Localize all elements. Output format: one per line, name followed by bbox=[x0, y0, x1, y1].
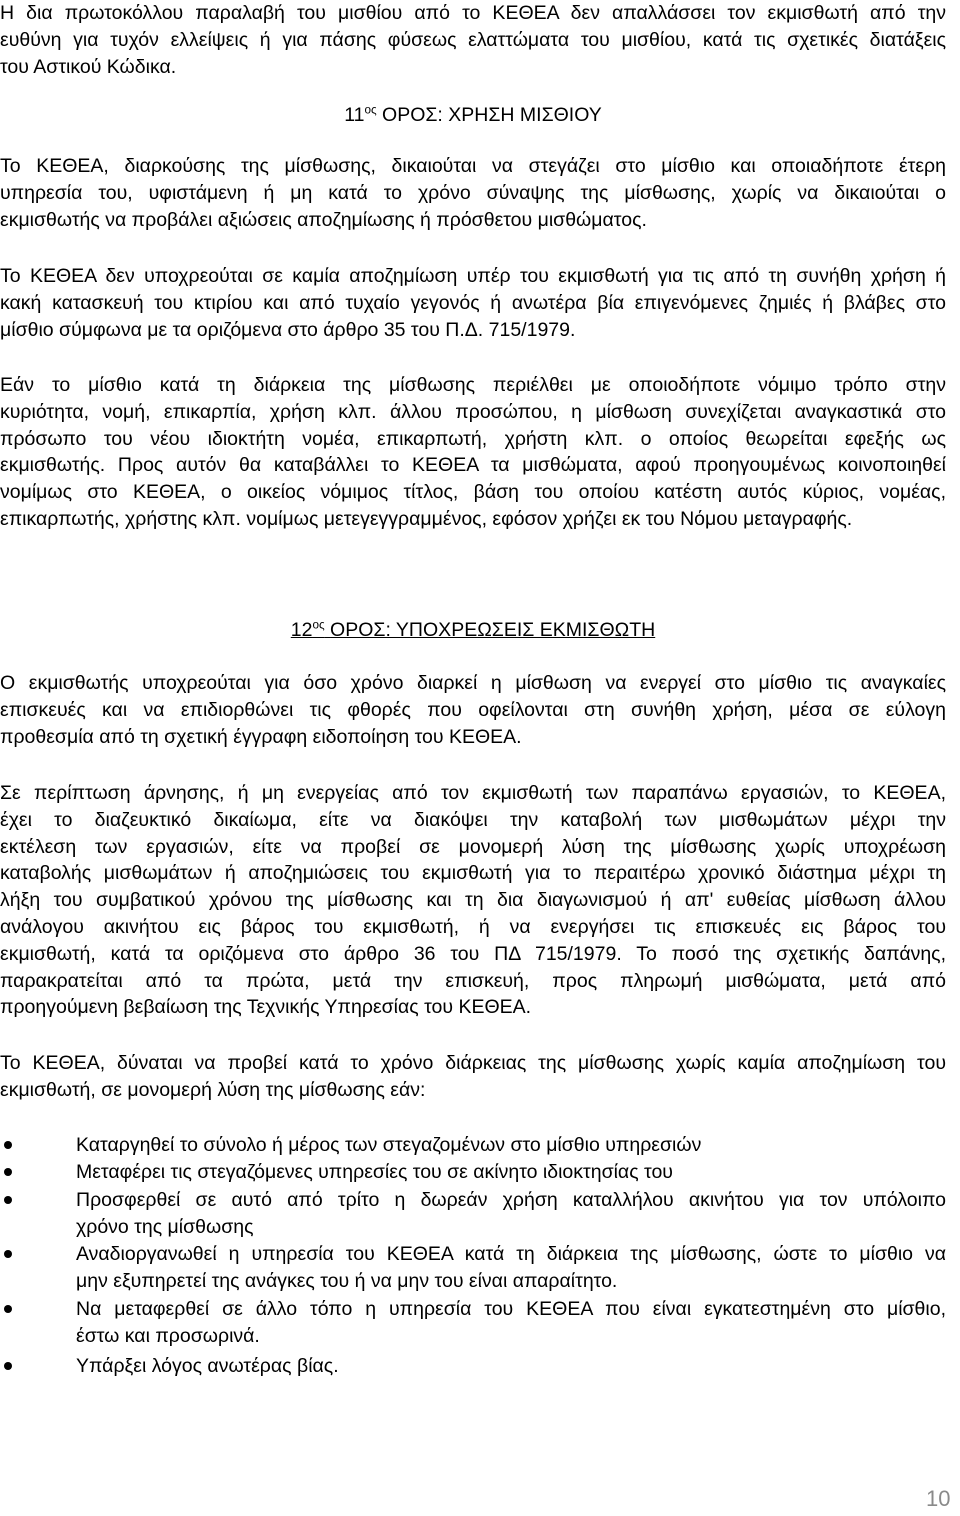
paragraph-line: πρόσωπο του νέου ιδιοκτήτη νομέα, επικαρπωτή, χρήστη κλπ. ο οποίος θεωρείται εφεξής ως bbox=[0, 427, 946, 450]
paragraph-line: προθεσμία από τη σχετική έγγραφη ειδοποίηση του ΚΕΘΕΑ. bbox=[0, 725, 522, 748]
paragraph-line: εκμισθωτής. Προς αυτόν θα καταβάλλει το ΚΕΘΕΑ τα μισθώματα, αφού προηγουμένως κοινοποιηθεί bbox=[0, 454, 946, 477]
intro-paragraph bbox=[0, 0, 946, 80]
bullet-marker bbox=[4, 1168, 12, 1176]
bullet-item bbox=[0, 1187, 946, 1241]
bullet-item bbox=[0, 1353, 946, 1380]
paragraph-line: υπηρεσία του, υφιστάμενη ή μη κατά το χρόνο σύναψης της μίσθωσης, χωρίς να δικαιούται ο bbox=[0, 181, 946, 204]
bullet-text bbox=[76, 1132, 946, 1159]
bullet-text bbox=[76, 1296, 946, 1350]
paragraph-line: νομίμως στο ΚΕΘΕΑ, ο οικείος νόμιμος τίτλος, βάση του οποίου κατέστη αυτός κύριος, νομέας, bbox=[0, 481, 946, 504]
heading-ordinal-suffix: ος bbox=[312, 618, 325, 632]
paragraph-line: εκμισθωτής να προβάλει αξιώσεις αποζημίωσης ή πρόσθετου μισθώματος. bbox=[0, 208, 647, 231]
paragraph-line: ευθύνη για τυχόν ελλείψεις ή για πάσης φύσεως ελαττώματα του μισθίου, κατά τις σχετικές διατάξεις bbox=[0, 28, 946, 51]
heading-title: ΟΡΟΣ: ΥΠΟΧΡΕΩΣΕΙΣ ΕΚΜΙΣΘΩΤΗ bbox=[330, 619, 656, 641]
paragraph-line: Το ΚΕΘΕΑ, δύναται να προβεί κατά το χρόνο διάρκειας της μίσθωσης χωρίς καμία αποζημίωση του bbox=[0, 1052, 946, 1074]
paragraph bbox=[0, 153, 946, 233]
heading-number: 11 bbox=[344, 104, 365, 126]
bullet-item bbox=[0, 1241, 946, 1295]
page-number: 10 bbox=[926, 1486, 951, 1511]
paragraph bbox=[0, 780, 946, 1021]
paragraph-line: Ο εκμισθωτής υποχρεούται για όσο χρόνο διαρκεί η μίσθωση να ενεργεί στο μίσθιο τις αναγκαίες bbox=[0, 672, 946, 694]
paragraph bbox=[0, 1050, 946, 1104]
bullet-line: Προσφερθεί σε αυτό από τρίτο η δωρεάν χρήση καταλλήλου ακινήτου για τον υπόλοιπο bbox=[76, 1189, 946, 1211]
paragraph-line: επισκευές και να επιδιορθώνει τις φθορές που οφείλονται στη συνήθη χρήση, μέσα σε εύλογη bbox=[0, 698, 946, 721]
heading-number: 12 bbox=[290, 619, 313, 641]
bullet-line: χρόνο της μίσθωσης bbox=[76, 1215, 254, 1238]
paragraph bbox=[0, 670, 946, 750]
paragraph-line: προηγούμενη βεβαίωση της Τεχνικής Υπηρεσίας του ΚΕΘΕΑ. bbox=[0, 996, 532, 1019]
bullet-line: Αναδιοργανωθεί η υπηρεσία του ΚΕΘΕΑ κατά τη διάρκεια της μίσθωσης, ώστε το μίσθιο να bbox=[76, 1243, 946, 1265]
section-heading-11 bbox=[0, 102, 946, 129]
bullet-marker bbox=[4, 1141, 12, 1149]
paragraph-line: λήξη του συμβατικού χρόνου της μίσθωσης και τη δια διαγωνισμού ή απ' ευθείας μίσθωση άλλου bbox=[0, 889, 946, 912]
bullet-line: έστω και προσωρινά. bbox=[76, 1324, 260, 1347]
paragraph bbox=[0, 263, 946, 343]
paragraph-line: Το ΚΕΘΕΑ δεν υποχρεούται σε καμία αποζημίωση υπέρ του εκμισθωτή για τις από τη συνήθη χρήση ή bbox=[0, 265, 946, 287]
bullet-marker bbox=[4, 1362, 12, 1370]
paragraph-line: εκμισθωτή, σε μονομερή λύση της μίσθωσης εάν: bbox=[0, 1078, 426, 1101]
bullet-marker bbox=[4, 1250, 12, 1258]
bullet-item bbox=[0, 1159, 946, 1186]
bullet-text bbox=[76, 1241, 946, 1295]
paragraph-line: Το ΚΕΘΕΑ, διαρκούσης της μίσθωσης, δικαιούται να στεγάζει στο μίσθιο και οποιαδήποτε έτερη bbox=[0, 155, 946, 177]
bullet-line: Υπάρξει λόγος ανωτέρας βίας. bbox=[76, 1355, 339, 1377]
paragraph-line: παρακρατείται από τα πρώτα, μετά την επισκευή, προς πληρωμή μισθώματα, μετά από bbox=[0, 969, 946, 992]
heading-title: ΟΡΟΣ: ΧΡΗΣΗ ΜΙΣΘΙΟΥ bbox=[382, 104, 602, 126]
bullet-text bbox=[76, 1353, 946, 1380]
paragraph-line: εκμισθωτή, κατά τα οριζόμενα στο άρθρο 36 του ΠΔ 715/1979. Το ποσό της σχετικής δαπάνης, bbox=[0, 942, 946, 965]
bullet-marker bbox=[4, 1305, 12, 1313]
section-heading-12 bbox=[0, 617, 946, 644]
bullet-line: Μεταφέρει τις στεγαζόμενες υπηρεσίες του σε ακίνητο ιδιοκτησίας του bbox=[76, 1161, 673, 1183]
bullet-item bbox=[0, 1132, 946, 1159]
heading-ordinal-suffix: ος bbox=[364, 103, 377, 117]
paragraph-line: Σε περίπτωση άρνησης, ή μη ενεργείας από τον εκμισθωτή των παραπάνω εργασιών, το ΚΕΘΕΑ, bbox=[0, 782, 946, 804]
paragraph-line: ανάλογου ακινήτου εις βάρος του εκμισθωτή, ή να ενεργήσει τις επισκευές εις βάρος του bbox=[0, 915, 946, 938]
paragraph-line: κακή κατασκευή του κτιρίου και από τυχαίο γεγονός ή ανωτέρα βία επιγενόμενες ζημιές ή βλάβες στο bbox=[0, 291, 946, 314]
bullet-line: Να μεταφερθεί σε άλλο τόπο η υπηρεσία του ΚΕΘΕΑ που είναι εγκατεστημένη στο μίσθιο, bbox=[76, 1298, 946, 1320]
paragraph-line: εκτέλεση των εργασιών, είτε να προβεί σε μονομερή λύση της μίσθωσης χωρίς υποχρέωση bbox=[0, 835, 946, 858]
paragraph bbox=[0, 372, 946, 533]
paragraph-line: Η δια πρωτοκόλλου παραλαβή του μισθίου από το ΚΕΘΕΑ δεν απαλλάσσει τον εκμισθωτή από την bbox=[0, 2, 946, 24]
paragraph-line: έχει το διαζευκτικό δικαίωμα, είτε να διακόψει την καταβολή των μισθωμάτων μέχρι την bbox=[0, 808, 946, 831]
paragraph-line: Εάν το μίσθιο κατά τη διάρκεια της μίσθωσης περιέλθει με οποιοδήποτε νόμιμο τρόπο στην bbox=[0, 374, 946, 396]
bullet-text bbox=[76, 1159, 946, 1186]
paragraph-line: καταβολής μισθωμάτων ή αποζημιώσεις του εκμισθωτή για το περαιτέρω χρονικό διάστημα μέχρι τη bbox=[0, 862, 946, 885]
paragraph-line: του Αστικού Κώδικα. bbox=[0, 55, 177, 78]
bullet-line: Καταργηθεί το σύνολο ή μέρος των στεγαζομένων στο μίσθιο υπηρεσιών bbox=[76, 1134, 702, 1156]
bullet-text bbox=[76, 1187, 946, 1241]
paragraph-line: κυριότητα, νομή, επικαρπία, χρήση κλπ. άλλου προσώπου, η μίσθωση συνεχίζεται αναγκαστικά στο bbox=[0, 400, 946, 423]
paragraph-line: επικαρπωτής, χρήστης κλπ. νομίμως μετεγεγγραμμένος, εφόσον χρήζει εκ του Νόμου μεταγραφής. bbox=[0, 507, 853, 530]
bullet-marker bbox=[4, 1196, 12, 1204]
bullet-item bbox=[0, 1296, 946, 1350]
bullet-line: μην εξυπηρετεί της ανάγκες του ή να μην του είναι απαραίτητο. bbox=[76, 1269, 618, 1292]
paragraph-line: μίσθιο σύμφωνα με τα οριζόμενα στο άρθρο 35 του Π.Δ. 715/1979. bbox=[0, 318, 576, 341]
